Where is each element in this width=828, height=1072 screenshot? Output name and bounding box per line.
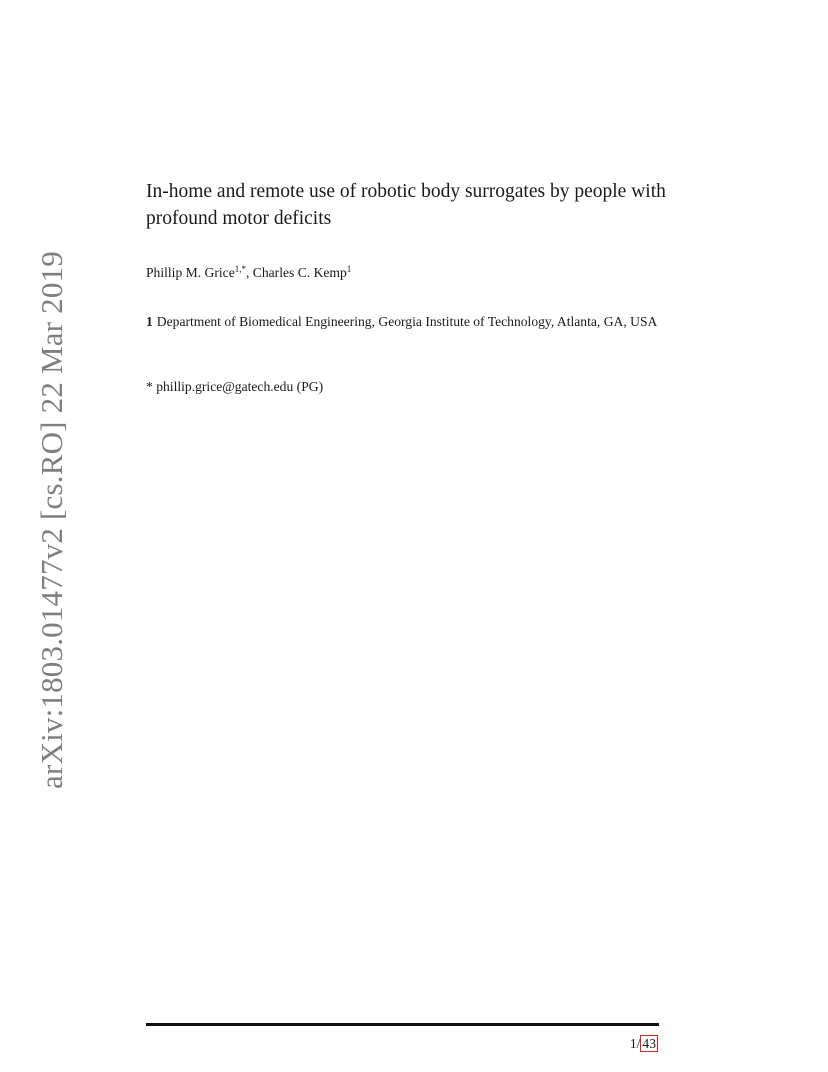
author-list bbox=[146, 264, 351, 282]
affiliation-text: Department of Biomedical Engineering, Georgia Institute of Technology, Atlanta, GA, USA bbox=[156, 314, 658, 329]
author-separator: , bbox=[245, 265, 253, 280]
affiliation-number: 1 bbox=[146, 314, 153, 329]
footer-rule bbox=[146, 1023, 659, 1026]
affiliation bbox=[146, 308, 676, 336]
corresponding-author-email: * phillip.grice@gatech.edu (PG) bbox=[146, 379, 324, 394]
author-name: Charles C. Kemp bbox=[252, 265, 347, 280]
author-affil-mark: 1 bbox=[346, 264, 352, 274]
page-separator: / bbox=[636, 1036, 641, 1051]
paper-title: In-home and remote use of robotic body surrogates by people with profound motor deficits bbox=[146, 181, 666, 229]
arxiv-watermark: arXiv:1803.01477v2 [cs.RO] 22 Mar 2019 bbox=[34, 251, 69, 789]
author-name: Phillip M. Grice bbox=[146, 265, 235, 280]
author-affil-mark: 1,* bbox=[234, 264, 246, 274]
page-total-link[interactable]: 43 bbox=[642, 1036, 656, 1051]
page-number bbox=[630, 1035, 658, 1053]
page-current: 1 bbox=[629, 1036, 637, 1051]
